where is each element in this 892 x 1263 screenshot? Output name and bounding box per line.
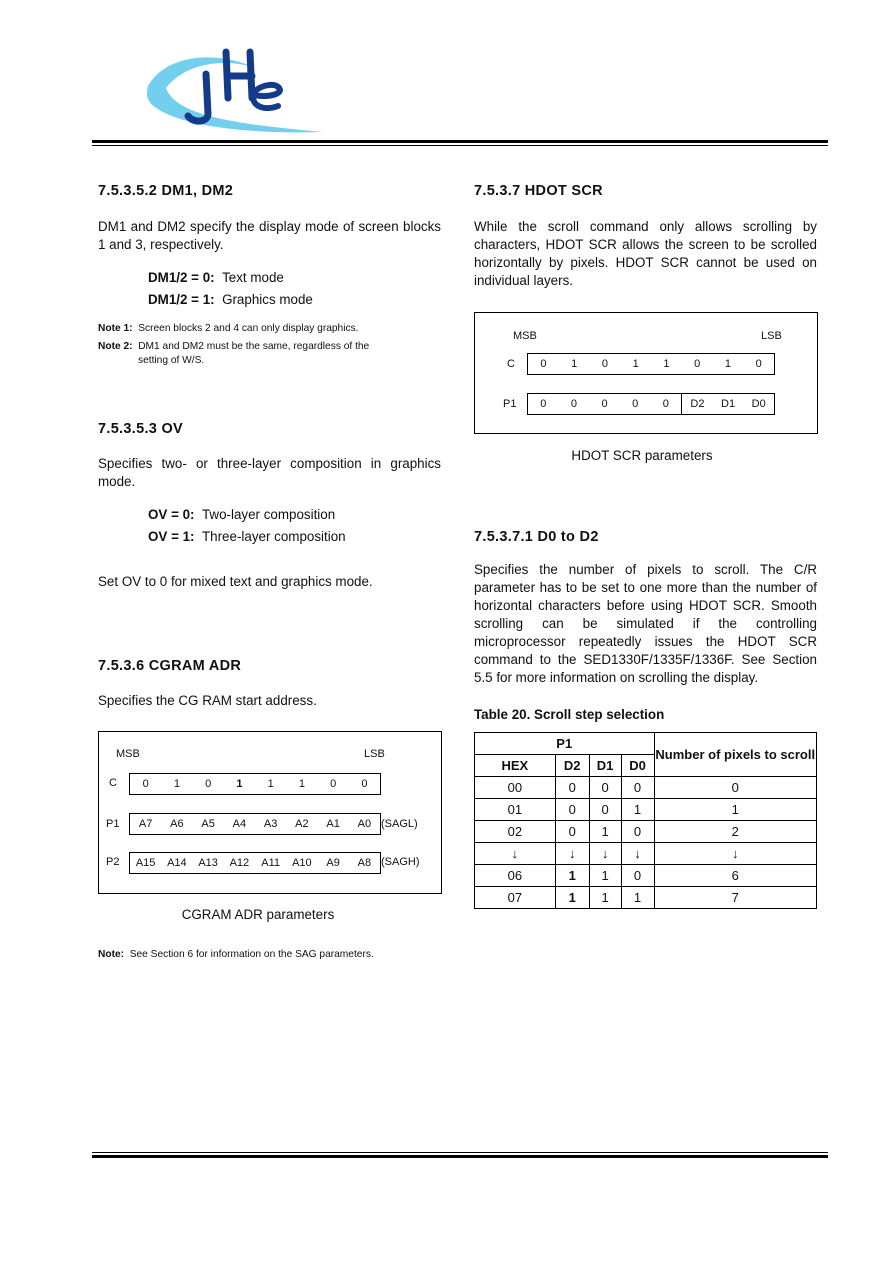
cgram-figure [98,731,442,894]
section-heading-d0-d2: 7.5.3.7.1 D0 to D2 [474,529,599,545]
msb-label: MSB [513,330,537,342]
table-row [475,843,817,865]
bit-cell: D2 [681,394,713,414]
table-cell: 0 [555,821,589,843]
table-cell: 1 [589,865,621,887]
bit-cell: A0 [357,818,372,830]
table-cell: 0 [621,777,654,799]
pixels-header: Number of pixels to scroll [654,733,817,777]
ov-mode-1: OV = 1: Three-layer composition [148,529,346,544]
bit-cell: 1 [267,778,274,790]
bit-cell: A8 [357,857,372,869]
company-logo [146,46,326,136]
down-arrow-icon: ↓ [475,843,556,865]
table-cell: 2 [654,821,817,843]
column-header-hex: HEX [475,755,556,777]
column-header-d0: D0 [621,755,654,777]
cgram-figure-caption: CGRAM ADR parameters [181,907,335,922]
column-header-d1: D1 [589,755,621,777]
bit-cell: 0 [755,358,762,370]
table-cell: 1 [589,887,621,909]
bit-cell: A4 [232,818,247,830]
bit-cell: A9 [326,857,340,869]
bit-cell: A15 [135,857,156,869]
table-cell: 1 [555,887,589,909]
table-cell: 01 [475,799,556,821]
bit-cell: 0 [205,778,212,790]
bit-cell: A7 [138,818,153,830]
section-heading-dm: 7.5.3.5.2 DM1, DM2 [98,183,234,199]
register-p2 [129,852,381,874]
table-row [475,887,817,909]
d0-d2-description: Specifies the number of pixels to scroll. The C/R parameter has to be set to one more than the number of horizontal characters before using HDOT SCR. Smooth scrolling can be simulated if the controlling microprocessor repeatedly issues the HDOT SCR command to the SED1330F/1335F/1336F. See Section 5.5 for more information on scrolling the display. [474,562,817,685]
register-p1 [527,393,775,415]
section-heading-ov: 7.5.3.5.3 OV [98,421,184,437]
p1-group-header: P1 [475,733,655,755]
dm-mode-0: DM1/2 = 0: Text mode [148,270,284,285]
ov-description: Specifies two- or three-layer composition in graphics mode. [98,456,441,489]
table-cell: 06 [475,865,556,887]
lsb-label: LSB [761,330,782,342]
bit-cell: A5 [201,818,215,830]
table-cell: 1 [654,799,817,821]
table-cell: 0 [621,865,654,887]
down-arrow-icon: ↓ [654,843,817,865]
bit-cell: A13 [198,857,218,869]
header-rule [92,140,828,143]
sagh-label: (SAGH) [381,856,420,868]
hdot-description: While the scroll command only allows scrolling by characters, HDOT SCR allows the screen to be scrolled horizontally by pixels. HDOT SCR cannot be used on individual layers. [474,219,817,288]
footer-rule-thin [92,1152,828,1153]
bit-cell: 0 [330,778,337,790]
row-label-p1: P1 [106,818,120,830]
dm-note-2: Note 2: DM1 and DM2 must be the same, regardless of the setting of W/S. [98,341,370,366]
footer-rule [92,1155,828,1158]
bit-cell: 1 [663,358,670,370]
register-p1 [129,813,381,835]
bit-cell: A12 [229,857,250,869]
bit-cell: 1 [298,778,305,790]
row-label-p1: P1 [503,398,517,410]
bit-cell: 0 [570,398,577,410]
bit-cell: A11 [261,857,280,869]
hdot-figure [474,312,818,434]
lsb-label: LSB [364,748,385,760]
table-cell: 7 [654,887,817,909]
bit-cell: 0 [142,778,149,790]
register-c [527,353,775,375]
cgram-description: Specifies the CG RAM start address. [98,693,317,708]
table-cell: 00 [475,777,556,799]
bit-cell: D0 [751,398,766,410]
table-cell: 07 [475,887,556,909]
table-row [475,799,817,821]
column-header-d2: D2 [555,755,589,777]
bit-cell: 1 [632,358,639,370]
row-label-c: C [109,777,117,789]
bit-cell: 1 [173,778,180,790]
table-cell: 1 [621,799,654,821]
header-rule-thin [92,145,828,146]
bit-cell: A14 [167,857,187,869]
down-arrow-icon: ↓ [589,843,621,865]
section-heading-hdot: 7.5.3.7 HDOT SCR [474,183,603,199]
bit-cell: D1 [721,398,736,410]
dm-mode-1: DM1/2 = 1: Graphics mode [148,292,313,307]
bit-cell: 1 [236,778,243,790]
row-label-c: C [507,358,515,370]
dm-note-1: Note 1: Screen blocks 2 and 4 can only display graphics. [98,323,359,334]
bit-cell: A10 [292,857,312,869]
table-cell: 0 [555,777,589,799]
table-cell: 0 [555,799,589,821]
bit-cell: 0 [632,398,639,410]
down-arrow-icon: ↓ [621,843,654,865]
bit-cell: 0 [601,398,608,410]
sagl-label: (SAGL) [381,818,418,830]
ov-mixed-note: Set OV to 0 for mixed text and graphics mode. [98,574,373,589]
table-caption: Table 20. Scroll step selection [474,707,665,722]
bit-cell: A1 [326,818,340,830]
msb-label: MSB [116,748,140,760]
bit-cell: 1 [724,358,731,370]
bit-cell: 0 [361,778,368,790]
bit-cell: 0 [662,398,669,410]
row-label-p2: P2 [106,856,120,868]
dm-description: DM1 and DM2 specify the display mode of screen blocks 1 and 3, respectively. [98,219,441,252]
table-cell: 1 [621,887,654,909]
table-row [475,777,817,799]
scroll-step-table [474,732,817,909]
sag-note: Note: See Section 6 for information on the SAG parameters. [98,949,374,960]
table-cell: 02 [475,821,556,843]
down-arrow-icon: ↓ [555,843,589,865]
bit-cell: A6 [170,818,184,830]
bit-cell: 0 [601,358,608,370]
table-row [475,821,817,843]
table-cell: 0 [589,777,621,799]
table-cell: 1 [555,865,589,887]
bit-cell: 0 [694,358,701,370]
table-cell: 0 [621,821,654,843]
table-cell: 1 [589,821,621,843]
bit-cell: 0 [540,398,547,410]
table-row [475,865,817,887]
ov-mode-0: OV = 0: Two-layer composition [148,507,336,522]
table-cell: 0 [589,799,621,821]
table-cell: 0 [654,777,817,799]
section-heading-cgram: 7.5.3.6 CGRAM ADR [98,658,242,674]
hdot-figure-caption: HDOT SCR parameters [571,448,713,463]
table-cell: 6 [654,865,817,887]
bit-cell: A3 [263,818,278,830]
bit-cell: A2 [295,818,309,830]
register-c [129,773,381,795]
bit-cell: 0 [540,358,547,370]
bit-cell: 1 [571,358,578,370]
